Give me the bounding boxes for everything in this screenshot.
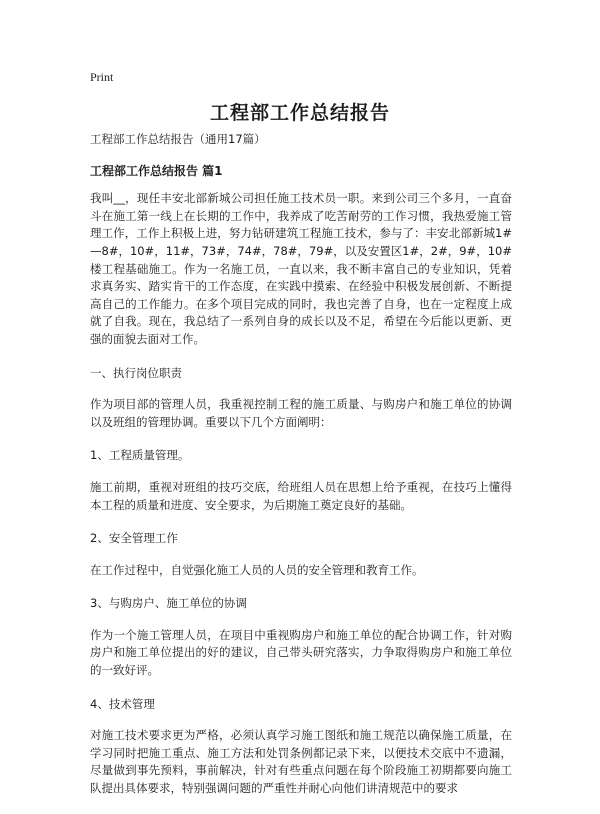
section-paragraph: 作为项目部的管理人员，我重视控制工程的施工质量、与购房户和施工单位的协调以及班组的管理协调。重要以下几个方面阐明：: [90, 397, 512, 429]
section-heading: 一、执行岗位职责: [90, 365, 182, 380]
print-link[interactable]: Print: [90, 70, 114, 84]
section-heading: 1、工程质量管理。: [90, 448, 190, 463]
document-body: [90, 131, 512, 814]
intro-paragraph: 我叫__，现任丰安北部新城公司担任施工技术员一职。来到公司三个多月，一直奋斗在施工第一线上在长期的工作中，我养成了吃苦耐劳的工作习惯，我热爱施工管理工作，工作上积极上进，努力钻研建筑工程施工技术，参与了：丰安北部新城1#—8#，10#，11#，73#，74#，78#，79#，以及安置区1#，2#，9#，10#楼工程基础施工。作为一名施工员，一直以来，我不断丰富自己的专业知识，凭着求真务实、踏实肯干的工作态度，在实践中摸索、在经验中积极发展创新、不断提高自己的工作能力。在多个项目完成的同时，我也完善了自身，也在一定程度上成就了自我。现在，我总结了一系列自身的成长以及不足，希望在今后能以更新、更强的面貌去面对工作。: [90, 191, 512, 346]
document-title: 工程部工作总结报告: [209, 102, 390, 124]
section-heading: 3、与购房户、施工单位的协调: [90, 596, 247, 611]
section-paragraph: 施工前期，重视对班组的技巧交底，给班组人员在思想上给予重视，在技巧上懂得本工程的质量和进度、安全要求，为后期施工奠定良好的基础。: [90, 479, 512, 512]
section-heading: 4、技术管理: [90, 696, 155, 711]
section-paragraph: 对施工技术要求更为严格，必须认真学习施工图纸和施工规范以确保施工质量，在学习同时把施工重点、施工方法和处罚条例都记录下来，以便技术交底中不遗漏，尽量做到事先预料，事前解决，针对有些重点问题在每个阶段施工初期都要向施工队提出具体要求，特别强调问题的严重性并耐心向他们讲清规范中的要求: [90, 728, 512, 796]
article-heading: 工程部工作总结报告 篇1: [90, 163, 223, 178]
section-paragraph: 作为一个施工管理人员，在项目中重视购房户和施工单位的配合协调工作，针对购房户和施工单位提出的好的建议，自己带头研究落实，力争取得购房户和施工单位的一致好评。: [90, 627, 512, 678]
section-paragraph: 在工作过程中，自觉强化施工人员的人员的安全管理和教育工作。: [90, 562, 424, 577]
section-heading: 2、安全管理工作: [90, 531, 178, 546]
document-subtitle: 工程部工作总结报告（通用17篇）: [90, 132, 266, 146]
